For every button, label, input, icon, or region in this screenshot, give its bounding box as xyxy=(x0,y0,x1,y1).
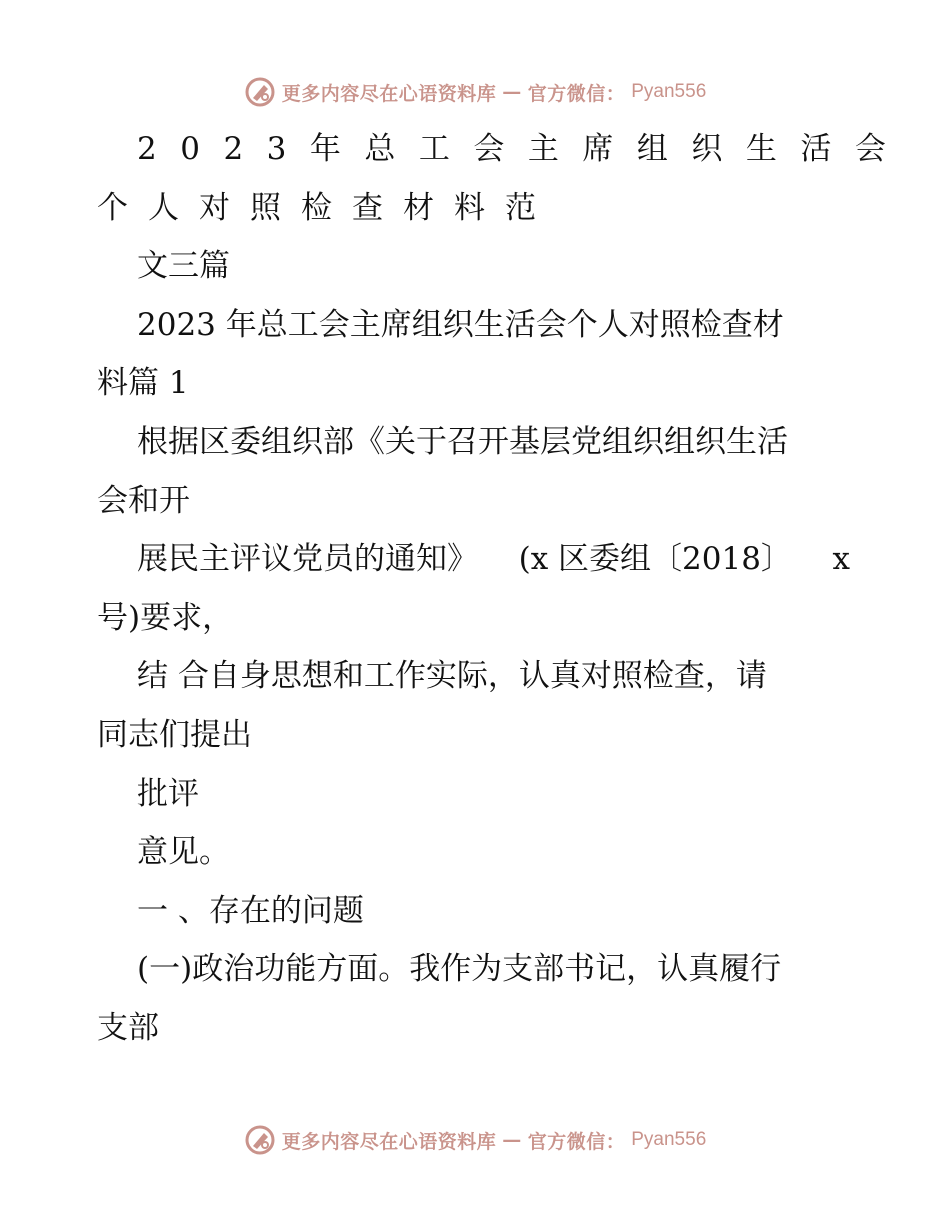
watermark-official-text: 官方微信： xyxy=(527,1130,626,1153)
watermark-official-text: 官方微信： xyxy=(527,82,626,105)
paragraph-4: 批评 xyxy=(137,775,199,812)
watermark-banner-top xyxy=(0,72,950,112)
paragraph-2-line-2: 号)要求， xyxy=(97,599,234,636)
paragraph-3-line-2: 同志们提出 xyxy=(97,716,252,753)
doc-heading-line-2: 料篇 1 xyxy=(97,365,189,402)
paragraph-2-part-1: 展民主评议党员的通知》 xyxy=(137,541,478,578)
watermark-dash: — xyxy=(502,81,522,103)
watermark-brand-text: 更多内容尽在心语资料库 xyxy=(281,1130,497,1153)
section-1-line-1: (一)政治功能方面。我作为支部书记，认真履行 xyxy=(137,951,782,988)
paragraph-5: 意见。 xyxy=(137,834,230,871)
brand-logo-icon xyxy=(244,1124,276,1156)
watermark-wechat-id: Pyan556 xyxy=(631,1129,707,1150)
paragraph-2-part-2: (x 区委组〔2018〕 xyxy=(518,541,792,578)
doc-heading-line-1: 2023 年总工会主席组织生活会个人对照检查材 xyxy=(137,306,784,343)
paragraph-1-line-1: 根据区委组织部《关于召开基层党组织组织生活 xyxy=(137,423,788,460)
paragraph-2-justified xyxy=(137,534,850,584)
doc-title-line-3: 文三篇 xyxy=(137,248,230,285)
doc-title-line-1: 2023年总工会主席组织生活会 xyxy=(137,131,910,167)
watermark-brand-text: 更多内容尽在心语资料库 xyxy=(281,82,497,105)
brand-logo-icon xyxy=(244,76,276,108)
watermark-wechat-id: Pyan556 xyxy=(631,81,707,102)
paragraph-2-line-1 xyxy=(97,534,857,593)
section-1-line-2: 支部 xyxy=(97,1009,159,1046)
document-body xyxy=(97,124,910,1062)
paragraph-2-part-3: x xyxy=(832,541,850,578)
paragraph-1-line-2: 会和开 xyxy=(97,482,190,519)
watermark-dash: — xyxy=(502,1129,522,1151)
doc-title-line-2: 个人对照检查材料范 xyxy=(97,189,556,226)
section-1-heading: 一 、存在的问题 xyxy=(137,892,364,929)
paragraph-3-line-1: 结 合自身思想和工作实际，认真对照检查，请 xyxy=(137,658,767,695)
watermark-banner-bottom xyxy=(0,1120,950,1160)
